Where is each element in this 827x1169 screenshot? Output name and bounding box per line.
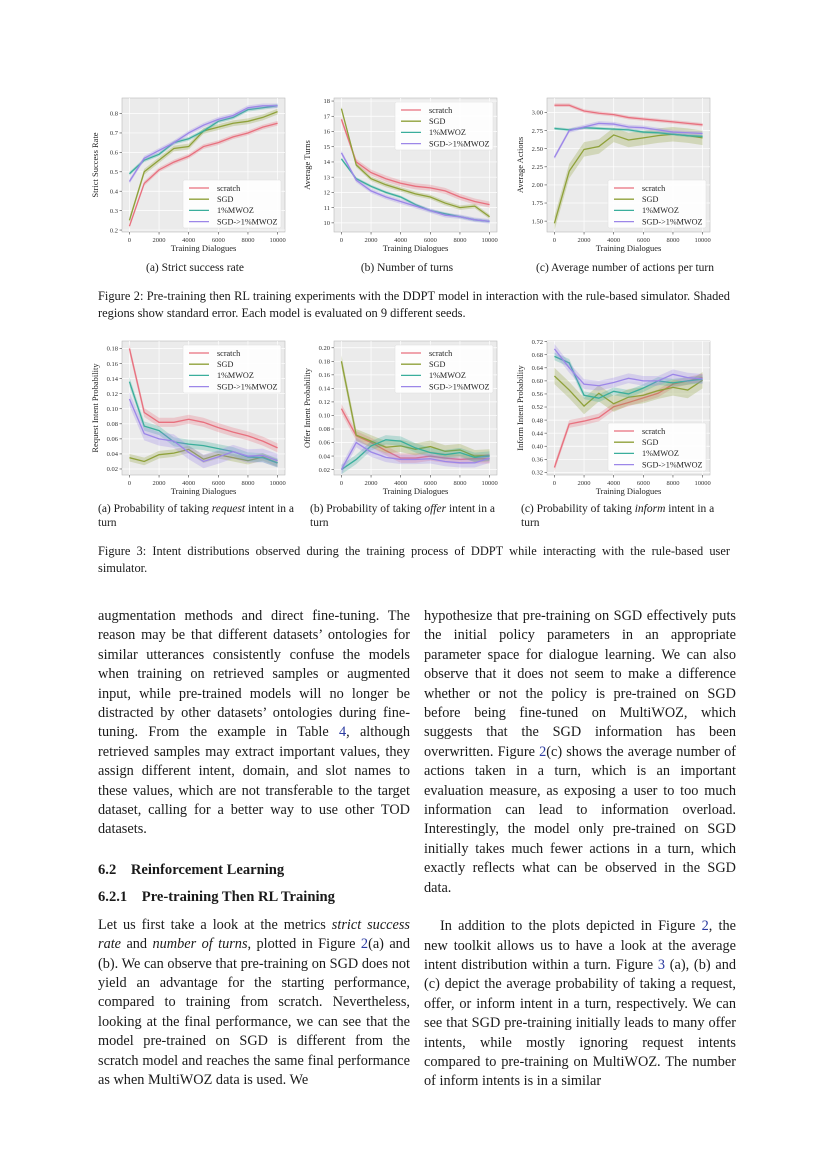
paragraph-intent-distribution <box>424 917 736 1092</box>
chart-svg <box>90 337 300 499</box>
y-tick-label: 0.12 <box>318 399 330 407</box>
subsection-heading-6-2-1 <box>98 888 410 907</box>
y-tick-label: 0.7 <box>109 130 118 138</box>
left-column <box>98 607 410 1090</box>
paragraph-pretraining-metrics <box>98 916 410 1091</box>
x-tick-label: 10000 <box>694 237 711 244</box>
legend <box>608 180 706 228</box>
y-tick-label: 0.12 <box>106 390 118 398</box>
x-tick-label: 2000 <box>364 480 378 487</box>
x-tick-label: 8000 <box>241 480 255 487</box>
legend <box>183 180 281 228</box>
figure3-subcaption-c <box>521 502 731 530</box>
text-run: , although retrieved samples may extract important values, they assign different intent, domain, and slot names to these values, which are not transferable to the target dataset, calling for a better way to use other TOD datasets. <box>98 724 410 838</box>
y-tick-label: 0.08 <box>106 421 118 429</box>
chart-svg <box>302 337 512 499</box>
subcaption-text: (b) Probability of taking <box>310 503 425 515</box>
legend-label: scratch <box>429 105 453 115</box>
x-axis-label: Training Dialogues <box>595 486 662 496</box>
y-axis-label: Offer Intent Probability <box>302 367 312 449</box>
cross-reference-link[interactable]: 4 <box>338 724 347 741</box>
y-tick-label: 0.44 <box>531 430 543 438</box>
legend-label: 1%MWOZ <box>429 371 466 381</box>
subsection-title: Pre-training Then RL Training <box>141 889 335 906</box>
y-tick-label: 1.50 <box>531 218 543 226</box>
legend <box>608 423 706 471</box>
figure2-chart-b <box>302 94 512 256</box>
y-tick-label: 10 <box>323 220 330 228</box>
x-tick-label: 0 <box>552 480 557 487</box>
figure3-caption: Figure 3: Intent distributions observed during the training process of DDPT while interacting with the rule-based user simulator. <box>98 544 730 575</box>
x-tick-label: 10000 <box>481 480 498 487</box>
legend-label: SGD->1%MWOZ <box>429 139 490 149</box>
y-axis-label: Strict Success Rate <box>90 132 100 198</box>
y-tick-label: 3.00 <box>531 109 543 117</box>
text-run: In addition to the plots depicted in Figure <box>440 918 702 935</box>
subcaption-text: intent in a turn <box>521 503 715 529</box>
cross-reference-link[interactable]: 2 <box>360 936 369 953</box>
section-title: Reinforcement Learning <box>130 861 285 878</box>
y-tick-label: 17 <box>323 113 330 121</box>
text-run: and <box>121 936 153 953</box>
x-tick-label: 2000 <box>577 480 591 487</box>
y-tick-label: 0.5 <box>109 168 118 176</box>
y-tick-label: 0.10 <box>318 412 330 420</box>
text-run: augmentation methods and direct fine-tuning. The reason may be that different datasets’ ontologies for similar utterances consistently confuse the models when training on retrieved samples or augmented input, while pre-trained models will no longer be distracted by other datasets’ ontologies during fine-tuning. From the example in Table <box>98 608 410 741</box>
figure2-chart-c <box>515 94 725 256</box>
chart-svg <box>515 337 725 499</box>
x-tick-label: 6000 <box>423 237 437 244</box>
x-tick-label: 4000 <box>394 480 408 487</box>
x-tick-label: 8000 <box>666 480 680 487</box>
emphasis-text: number of turns <box>152 936 248 953</box>
y-tick-label: 0.72 <box>531 338 543 346</box>
legend-label: SGD <box>429 360 446 369</box>
y-tick-label: 0.68 <box>531 351 543 359</box>
legend-label: 1%MWOZ <box>217 371 254 381</box>
x-tick-label: 6000 <box>211 480 225 487</box>
x-tick-label: 6000 <box>423 480 437 487</box>
y-tick-label: 0.8 <box>109 110 118 118</box>
figure2-subcaption-c: (c) Average number of actions per turn <box>536 262 714 274</box>
x-tick-label: 4000 <box>394 237 408 244</box>
y-tick-label: 0.64 <box>531 365 543 372</box>
y-tick-label: 0.36 <box>531 456 543 464</box>
y-tick-label: 13 <box>323 174 330 182</box>
y-tick-label: 0.16 <box>106 360 118 368</box>
y-tick-label: 0.14 <box>106 375 118 383</box>
paragraph-augmentation <box>98 607 410 840</box>
y-tick-label: 0.52 <box>531 404 543 412</box>
figure2-subcaption-b: (b) Number of turns <box>360 262 454 274</box>
x-tick-label: 2000 <box>152 480 166 487</box>
legend <box>183 345 281 393</box>
text-run: (c) shows the average number of actions taken in a turn, which is an important evaluation measure, as exposing a user to too much information can lead to information overload. Interestingly, the model only pre-trained on SGD initially takes much fewer actions in a turn, which exactly reflects what can be observed in the SGD data. <box>424 743 737 896</box>
figure2-caption: Figure 2: Pre-training then RL training experiments with the DDPT model in interaction with the rule-based simulator. Shaded regions show standard error. Each model is evaluated on 9 different seeds. <box>98 289 730 320</box>
x-tick-label: 2000 <box>152 237 166 244</box>
legend-label: SGD->1%MWOZ <box>217 382 278 392</box>
figure3-chart-b <box>302 337 512 499</box>
y-tick-label: 0.6 <box>109 149 118 157</box>
y-tick-label: 15 <box>323 143 330 151</box>
text-run: Let us first take a look at the metrics <box>98 916 332 933</box>
y-tick-label: 0.3 <box>109 207 118 215</box>
section-number: 6.2 <box>98 861 117 878</box>
legend-label: SGD <box>642 195 659 204</box>
figure2-subcaption-a: (a) Strict success rate <box>145 262 245 274</box>
x-axis-label: Training Dialogues <box>170 486 237 496</box>
right-column <box>424 607 736 1092</box>
y-tick-label: 0.14 <box>318 385 330 393</box>
x-tick-label: 4000 <box>182 480 196 487</box>
legend-label: scratch <box>642 183 666 193</box>
text-run: (a), (b) and (c) depict the average probability of taking a request, offer, or inform intent in a turn, respectively. We can see that SGD pre-training initially leads to many offer intents, while mostly ignoring request intents compared to pre-training on MultiWOZ. The number of inform intents is in a similar <box>424 956 736 1090</box>
y-tick-label: 16 <box>323 128 330 136</box>
figure3-subcaption-b <box>310 502 515 530</box>
y-axis-label: Request Intent Probability <box>90 363 100 453</box>
legend-label: 1%MWOZ <box>642 449 679 459</box>
text-run: , plotted in Figure <box>247 936 361 953</box>
y-tick-label: 18 <box>323 98 330 106</box>
y-tick-label: 0.4 <box>109 188 118 196</box>
y-tick-label: 0.32 <box>531 469 543 477</box>
x-tick-label: 0 <box>127 480 132 487</box>
y-tick-label: 0.2 <box>109 227 118 235</box>
subcaption-text: (a) Probability of taking <box>98 503 212 515</box>
cross-reference-link[interactable]: 2 <box>539 743 547 760</box>
legend-label: scratch <box>217 183 241 193</box>
y-tick-label: 0.56 <box>531 391 543 399</box>
legend-label: 1%MWOZ <box>642 206 679 216</box>
subcaption-text: intent in a turn <box>98 503 295 529</box>
y-tick-label: 0.04 <box>318 453 330 461</box>
text-run: (a) and (b). We can observe that pre-training on SGD does not yield an advantage for the starting performance, compared to training from scratch. Nevertheless, looking at the final performance, we can see that the model pre-trained on SGD is different from the scratch model and reaches the same final performance as when MultiWOZ data is used. We <box>98 936 410 1088</box>
x-tick-label: 8000 <box>666 237 680 244</box>
cross-reference-link[interactable]: 3 <box>657 956 665 973</box>
legend-label: SGD->1%MWOZ <box>642 460 703 470</box>
y-tick-label: 0.18 <box>318 358 330 366</box>
y-tick-label: 0.06 <box>106 436 118 444</box>
x-tick-label: 4000 <box>607 237 621 244</box>
x-tick-label: 8000 <box>453 480 467 487</box>
y-tick-label: 2.75 <box>531 127 543 135</box>
legend-label: SGD <box>429 117 446 126</box>
y-axis-label: Average Turns <box>302 140 312 190</box>
y-tick-label: 14 <box>323 159 330 167</box>
legend <box>395 345 493 393</box>
legend-label: scratch <box>217 348 241 358</box>
y-tick-label: 2.50 <box>531 145 543 153</box>
x-tick-label: 8000 <box>453 237 467 244</box>
section-heading-6-2 <box>98 861 410 880</box>
text-run: , the new toolkit allows us to have a look at the average intent distribution within a turn. Figure <box>424 918 737 973</box>
y-tick-label: 0.18 <box>106 345 118 353</box>
y-axis-label: Inform Intent Probability <box>515 365 525 451</box>
y-tick-label: 0.60 <box>531 378 543 386</box>
x-tick-label: 6000 <box>636 480 650 487</box>
y-tick-label: 11 <box>323 204 330 212</box>
cross-reference-link[interactable]: 2 <box>701 918 709 935</box>
x-tick-label: 10000 <box>481 237 498 244</box>
x-tick-label: 10000 <box>694 480 711 487</box>
legend-label: SGD->1%MWOZ <box>217 217 278 227</box>
x-tick-label: 8000 <box>241 237 255 244</box>
y-tick-label: 0.08 <box>318 426 330 434</box>
legend-label: SGD->1%MWOZ <box>429 382 490 392</box>
legend-label: 1%MWOZ <box>217 206 254 216</box>
paragraph-hypothesis <box>424 607 736 898</box>
legend-label: SGD <box>217 195 234 204</box>
figure2-chart-a <box>90 94 300 256</box>
y-tick-label: 1.75 <box>531 200 543 208</box>
subcaption-emphasis: inform <box>634 503 666 515</box>
y-axis-label: Average Actions <box>515 136 525 194</box>
y-tick-label: 0.02 <box>318 466 330 474</box>
x-tick-label: 6000 <box>211 237 225 244</box>
y-tick-label: 0.48 <box>531 417 543 425</box>
y-tick-label: 0.04 <box>106 451 118 459</box>
chart-svg <box>90 94 300 256</box>
x-axis-label: Training Dialogues <box>170 243 237 253</box>
y-tick-label: 0.40 <box>531 443 543 451</box>
legend-label: SGD <box>642 438 659 447</box>
figure3-chart-a <box>90 337 300 499</box>
x-tick-label: 6000 <box>636 237 650 244</box>
x-tick-label: 0 <box>127 237 132 244</box>
legend-label: 1%MWOZ <box>429 128 466 138</box>
x-tick-label: 0 <box>552 237 557 244</box>
y-tick-label: 12 <box>323 189 330 197</box>
x-tick-label: 2000 <box>577 237 591 244</box>
x-tick-label: 4000 <box>607 480 621 487</box>
subsection-number: 6.2.1 <box>98 889 128 906</box>
subcaption-text: intent in a turn <box>310 503 495 529</box>
figure3-chart-c <box>515 337 725 499</box>
figure3-subcaption-a <box>98 502 303 530</box>
y-tick-label: 2.00 <box>531 182 543 190</box>
y-tick-label: 0.10 <box>106 405 118 413</box>
subcaption-emphasis: request <box>211 503 246 515</box>
x-tick-label: 10000 <box>269 480 286 487</box>
subcaption-text: (c) Probability of taking <box>521 503 635 515</box>
subcaption-emphasis: offer <box>424 503 447 515</box>
x-tick-label: 4000 <box>182 237 196 244</box>
x-tick-label: 2000 <box>364 237 378 244</box>
legend-label: scratch <box>642 426 666 436</box>
chart-svg <box>515 94 725 256</box>
legend <box>395 102 493 150</box>
legend-label: SGD <box>217 360 234 369</box>
y-tick-label: 0.06 <box>318 439 330 447</box>
y-tick-label: 0.16 <box>318 372 330 380</box>
legend-label: scratch <box>429 348 453 358</box>
x-axis-label: Training Dialogues <box>382 486 449 496</box>
emphasis-text: strict success rate <box>98 916 410 953</box>
x-tick-label: 0 <box>339 480 344 487</box>
legend-label: SGD->1%MWOZ <box>642 217 703 227</box>
text-run: hypothesize that pre-training on SGD effectively puts the initial policy parameters in an appropriate parameter space for dialogue learning. We can also observe that it does not seem to make a difference whether or not the policy is pre-trained on SGD before being fine-tuned on MultiWOZ, which suggests that the SGD information has been overwritten. Figure <box>424 608 736 760</box>
y-tick-label: 0.02 <box>106 466 118 474</box>
y-tick-label: 2.25 <box>531 164 543 172</box>
x-tick-label: 10000 <box>269 237 286 244</box>
x-axis-label: Training Dialogues <box>595 243 662 253</box>
x-axis-label: Training Dialogues <box>382 243 449 253</box>
chart-svg <box>302 94 512 256</box>
y-tick-label: 0.20 <box>318 344 330 352</box>
x-tick-label: 0 <box>339 237 344 244</box>
